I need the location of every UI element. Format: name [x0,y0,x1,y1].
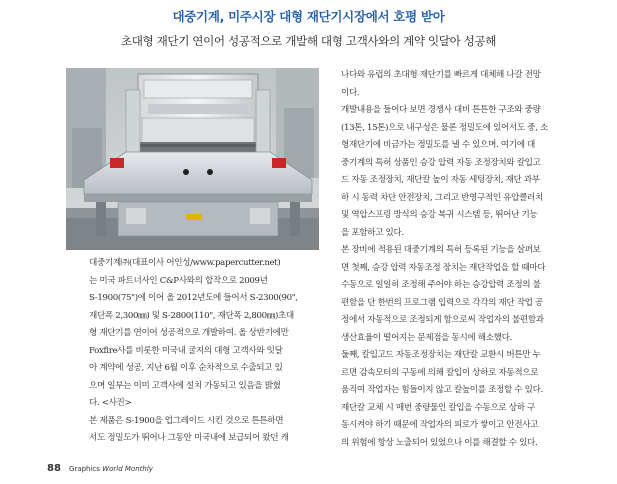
page-footer [47,456,153,475]
text-line: 는 미국 파트너사인 C&P사와의 합작으로 2009년 [89,275,268,286]
text-line: 본 장비에 적용된 대중기계의 특허 등록된 기능을 살펴보 [341,245,541,255]
text-line: 재단폭 2,300㎜) 및 S-2800(110", 재단폭 2,800㎜)초대 [89,310,294,321]
text-line: S-1900(75")에 이어 올 2012년도에 들어서 S-2300(90", [89,293,298,303]
text-line: 면 첫째, 승강 압력 자동조정 장치는 재단작업을 할 때마다 [341,262,546,273]
magazine-name [69,465,153,473]
text-line: 및 역압스프링 방식의 승강 복귀 시스템 등, 뛰어난 기능 [341,210,538,220]
magazine-prefix: Graphics [69,465,100,473]
text-line: 이다. [341,87,360,98]
text-line: 움직여 작업자는 힘들이지 않고 칼높이를 조정할 수 있다. [341,385,543,395]
article-headline: 대중기계, 미주시장 대형 재단기시장에서 호평 받아 [172,9,445,24]
text-line: 아 계약에 성공, 지난 6월 이후 순차적으로 수출되고 있 [89,363,283,373]
text-line: 정에서 자동적으로 조정되게 함으로써 작업자의 불편함과 [341,315,544,325]
text-line: 본 제품은 S-1900을 업그레이드 시킨 것으로 튼튼하면 [89,415,284,426]
text-line: 나다와 유럽의 초대형 재단기를 빠르게 대체해 나갈 전망 [341,70,541,80]
text-line: 서도 정밀도가 뛰어나 그동안 미국내에 보급되어 왔던 캐 [89,433,289,443]
page-number: 88 [47,463,61,474]
magazine-world: World [102,465,123,473]
paper-cutter-photo [66,68,319,250]
text-line: 편함을 단 한번의 프로그램 입력으로 각각의 재단 작업 공 [341,297,543,308]
article-column-left [89,255,332,448]
text-line: 형 재단기를 연이어 성공적으로 개발하여. 올 상반기에만 [89,328,289,338]
article-column-right [341,67,573,452]
text-line: 드 자동 조정장치, 재단칼 높이 자동 세팅장치, 재단 과부 [341,175,540,185]
magazine-suffix: Monthly [124,465,153,473]
text-line: 을 포함하고 있다. [341,227,404,238]
text-line: 동시켜야 하기 때문에 작업자의 피로가 쌓이고 안전사고 [341,420,539,430]
article-subheadline: 초대형 재단기 연이어 성공적으로 개발해 대형 고객사와의 계약 잇달아 성공해 [120,34,497,48]
text-line: 생산효율이 떨어지는 문제점을 동시에 해소했다. [341,332,512,343]
text-line: Foxfire사를 비롯한 미국내 굴지의 대형 고객사와 잇달 [89,345,283,356]
text-line: 의 위험에 항상 노출되어 있었으나 이를 해결할 수 있다. [341,437,538,448]
text-line: 형재단기에 비금가는 정밀도를 낼 수 있으며. 여기에 대 [341,140,535,150]
text-line: 하 시 동력 차단 안전장치, 그리고 반영구적인 유압클러치 [341,192,543,203]
text-line: 개발내용을 들어다 보면 경쟁사 대비 튼튼한 구조와 중량 [341,105,541,115]
text-line: 대중기계㈜(대표이사 어인성/www.papercutter.net) [89,258,281,268]
text-line: 둘째, 칼입고드 자동조정장치는 재단칼 교환시 버튼만 누 [341,350,541,360]
text-line: 으며 일부는 이미 고객사에 설치 가동되고 있음을 밝혔 [89,380,281,391]
text-line: 재단칼 교체 시 매번 중량물인 칼입을 수동으로 상하 구 [341,402,535,413]
paper-cutter-machine-illustration [66,68,319,250]
text-line: 다. <사진> [89,398,132,408]
text-line: 르면 감속모터의 구동에 의해 칼입이 상하로 자동적으로 [341,367,539,378]
text-line: (13톤, 15톤)으로 내구성은 물론 정밀도에 있어서도 중, 소 [341,122,548,133]
text-line: 수동으로 일일히 조정해 주어야 하는 승강압력 조정의 불 [341,280,541,290]
text-line: 중기계의 특허 상품인 승강 압력 자동 조정장치와 칼입고 [341,157,541,168]
